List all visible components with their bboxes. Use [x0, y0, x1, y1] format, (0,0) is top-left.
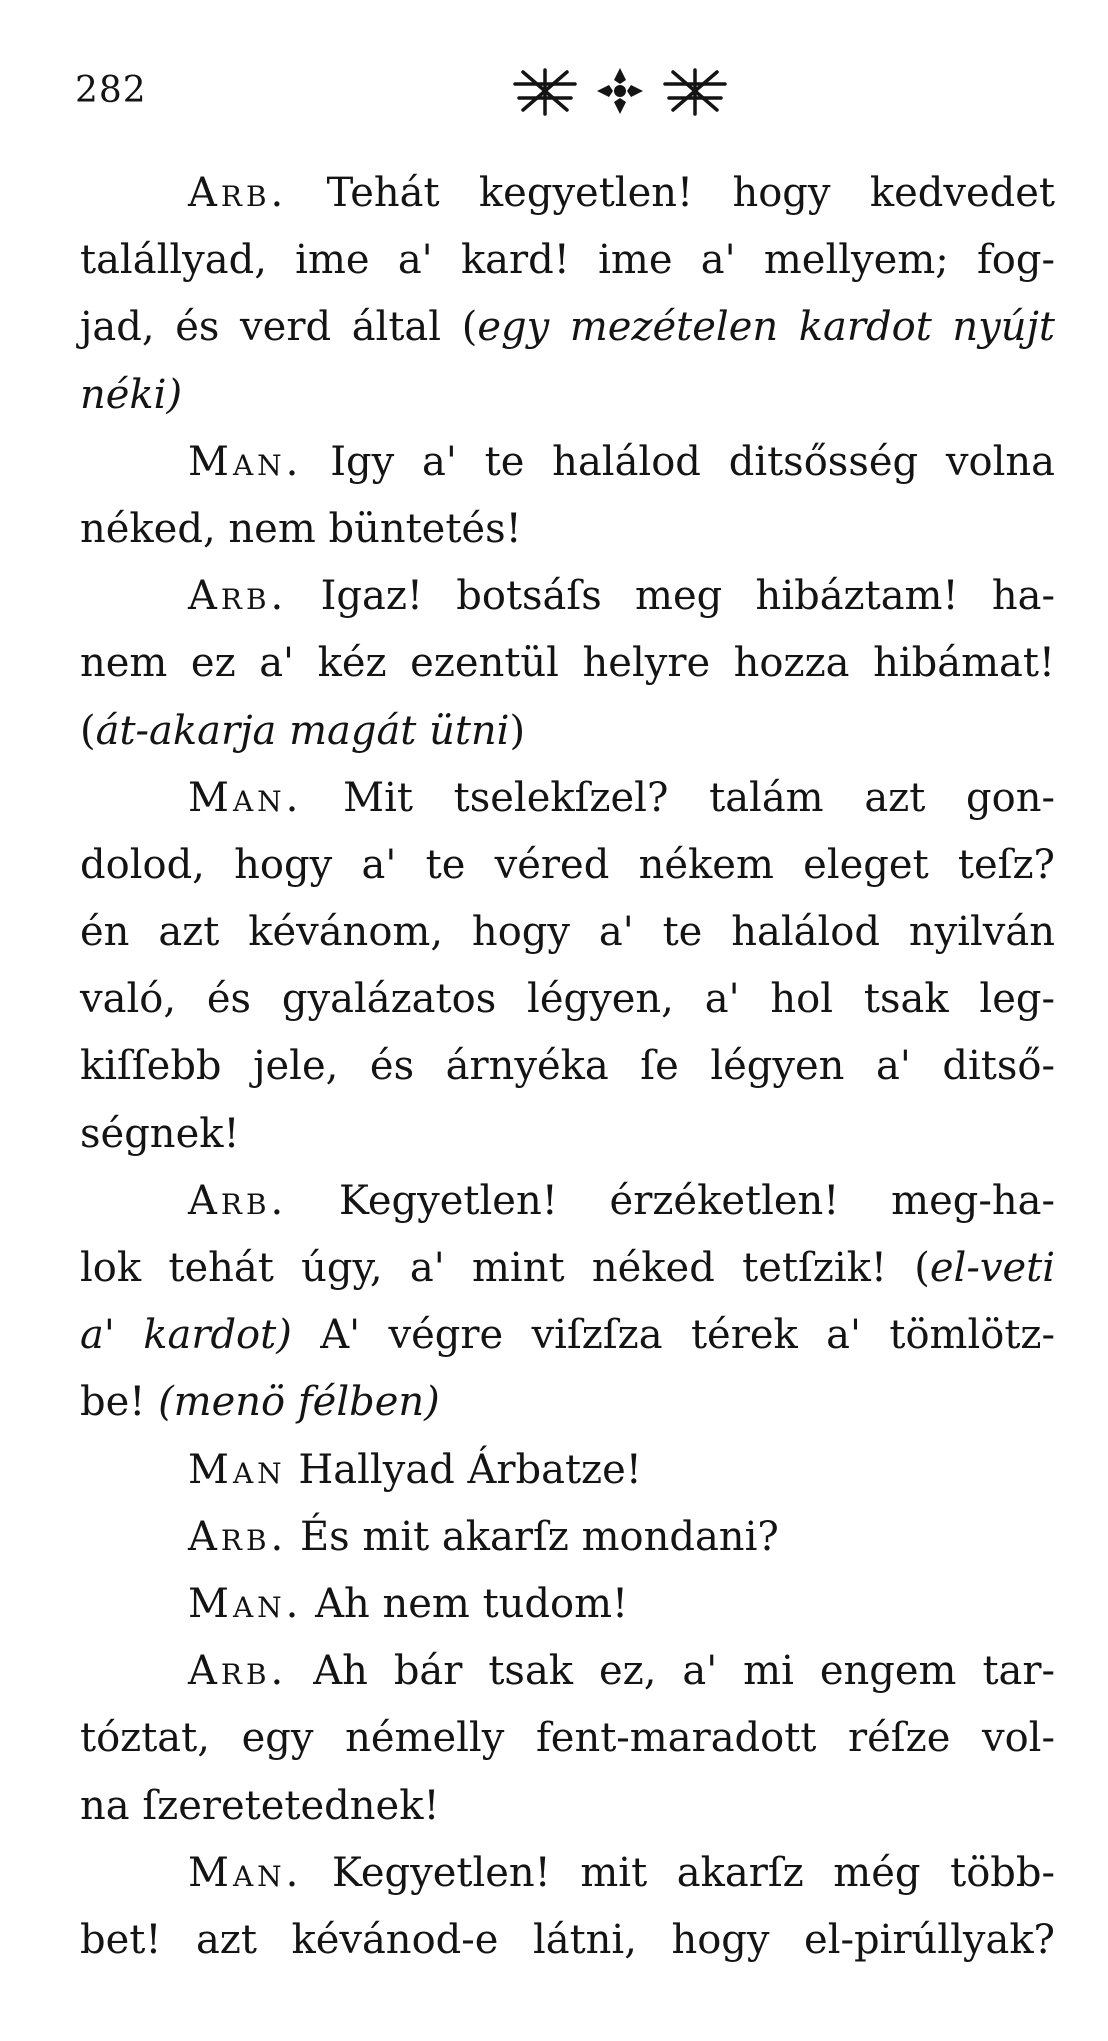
- line-text: És mit akarſz mondani?: [287, 1513, 779, 1560]
- text-line: [80, 496, 1055, 563]
- line-text: ): [509, 707, 526, 754]
- line-text: ségnek!: [80, 1110, 240, 1157]
- text-line: [80, 1302, 1055, 1369]
- text-line: [80, 362, 1055, 429]
- line-text: lok tehát úgy, a' mint néked tetſzik! (: [80, 1245, 930, 1291]
- text-line: [80, 1638, 1055, 1705]
- fleuron-ornament-icon: [505, 62, 735, 122]
- speaker-name: Arb.: [188, 170, 288, 216]
- text-line: [80, 698, 1055, 765]
- text-line: [80, 630, 1055, 697]
- text-line: [80, 966, 1055, 1033]
- line-text: nem ez a' kéz ezentül helyre hozza hibámat!: [80, 640, 1055, 687]
- text-line: [80, 1773, 1055, 1840]
- speaker-name: Arb.: [188, 1513, 288, 1560]
- line-text: kiſſebb jele, és árnyéka ſe légyen a' ditső-: [80, 1043, 1055, 1090]
- speaker-name: Man: [188, 1446, 286, 1493]
- speaker-name: Man.: [188, 438, 303, 485]
- text-line: [80, 1033, 1055, 1100]
- text-line: [80, 1235, 1055, 1302]
- page-header: [75, 62, 1035, 122]
- text-line: [80, 294, 1055, 361]
- stage-direction: egy mezételen kardot nyújt: [477, 304, 1056, 351]
- stage-direction: a' kardot): [80, 1312, 292, 1359]
- line-text: Kegyetlen! mit akarſz még több-: [302, 1849, 1055, 1896]
- text-line: [80, 1437, 1055, 1504]
- text-line: [80, 1168, 1055, 1235]
- speaker-name: Man.: [188, 774, 303, 821]
- line-text: Ah nem tudom!: [302, 1580, 629, 1627]
- text-line: [80, 429, 1055, 496]
- speaker-name: Arb.: [188, 1648, 288, 1695]
- text-line: [80, 563, 1055, 630]
- text-line: [80, 160, 1055, 227]
- text-line: [80, 832, 1055, 899]
- line-text: na ſzeretetednek!: [80, 1782, 440, 1829]
- line-text: dolod, hogy a' te véred nékem eleget teſz?: [80, 841, 1055, 888]
- text-line: [80, 899, 1055, 966]
- text-line: [80, 1369, 1055, 1436]
- line-text: be!: [80, 1379, 159, 1426]
- text-line: [80, 765, 1055, 832]
- dialogue-text: [80, 160, 1055, 1974]
- line-text: néked, nem büntetés!: [80, 505, 522, 552]
- line-text: jad, és verd által (: [80, 304, 478, 351]
- speaker-name: Arb.: [188, 573, 288, 620]
- line-text: talállyad, ime a' kard! ime a' mellyem; fog-: [80, 237, 1055, 284]
- line-text: tóztat, egy némelly fent-maradott réſze vol-: [80, 1715, 1055, 1762]
- line-text: Ah bár tsak ez, a' mi engem tar-: [287, 1648, 1055, 1695]
- line-text: én azt kévánom, hogy a' te halálod nyilván: [80, 909, 1055, 956]
- text-line: [80, 1571, 1055, 1638]
- text-line: [80, 1840, 1055, 1907]
- stage-direction: át-akarja magát ütni: [95, 707, 510, 754]
- line-text: Tehát kegyetlen! hogy kedvedet: [287, 170, 1055, 216]
- line-text: való, és gyalázatos légyen, a' hol tsak leg-: [80, 976, 1055, 1023]
- line-text: Igy a' te halálod ditsősség volna: [302, 438, 1055, 485]
- text-line: [80, 1504, 1055, 1571]
- line-text: (: [80, 707, 96, 754]
- stage-direction: (menö félben): [158, 1379, 440, 1426]
- stage-direction: el-veti: [929, 1245, 1055, 1291]
- line-text: bet! azt kévánod-e látni, hogy el-pirúllyak?: [80, 1916, 1055, 1963]
- page-number: 282: [75, 70, 147, 111]
- speaker-name: Man.: [188, 1580, 303, 1627]
- text-line: [80, 227, 1055, 294]
- text-line: [80, 1907, 1055, 1974]
- speaker-name: Man.: [188, 1849, 303, 1896]
- line-text: Kegyetlen! érzéketlen! meg-ha-: [287, 1177, 1055, 1224]
- text-line: [80, 1705, 1055, 1772]
- speaker-name: Arb.: [188, 1177, 288, 1224]
- text-line: [80, 1101, 1055, 1168]
- line-text: Igaz! botsáſs meg hibáztam! ha-: [287, 573, 1055, 620]
- stage-direction: néki): [80, 371, 183, 418]
- line-text: Hallyad Árbatze!: [285, 1446, 642, 1493]
- line-text: Mit tselekſzel? talám azt gon-: [302, 774, 1055, 821]
- line-text: A' végre viſzſza térek a' tömlötz-: [291, 1312, 1055, 1359]
